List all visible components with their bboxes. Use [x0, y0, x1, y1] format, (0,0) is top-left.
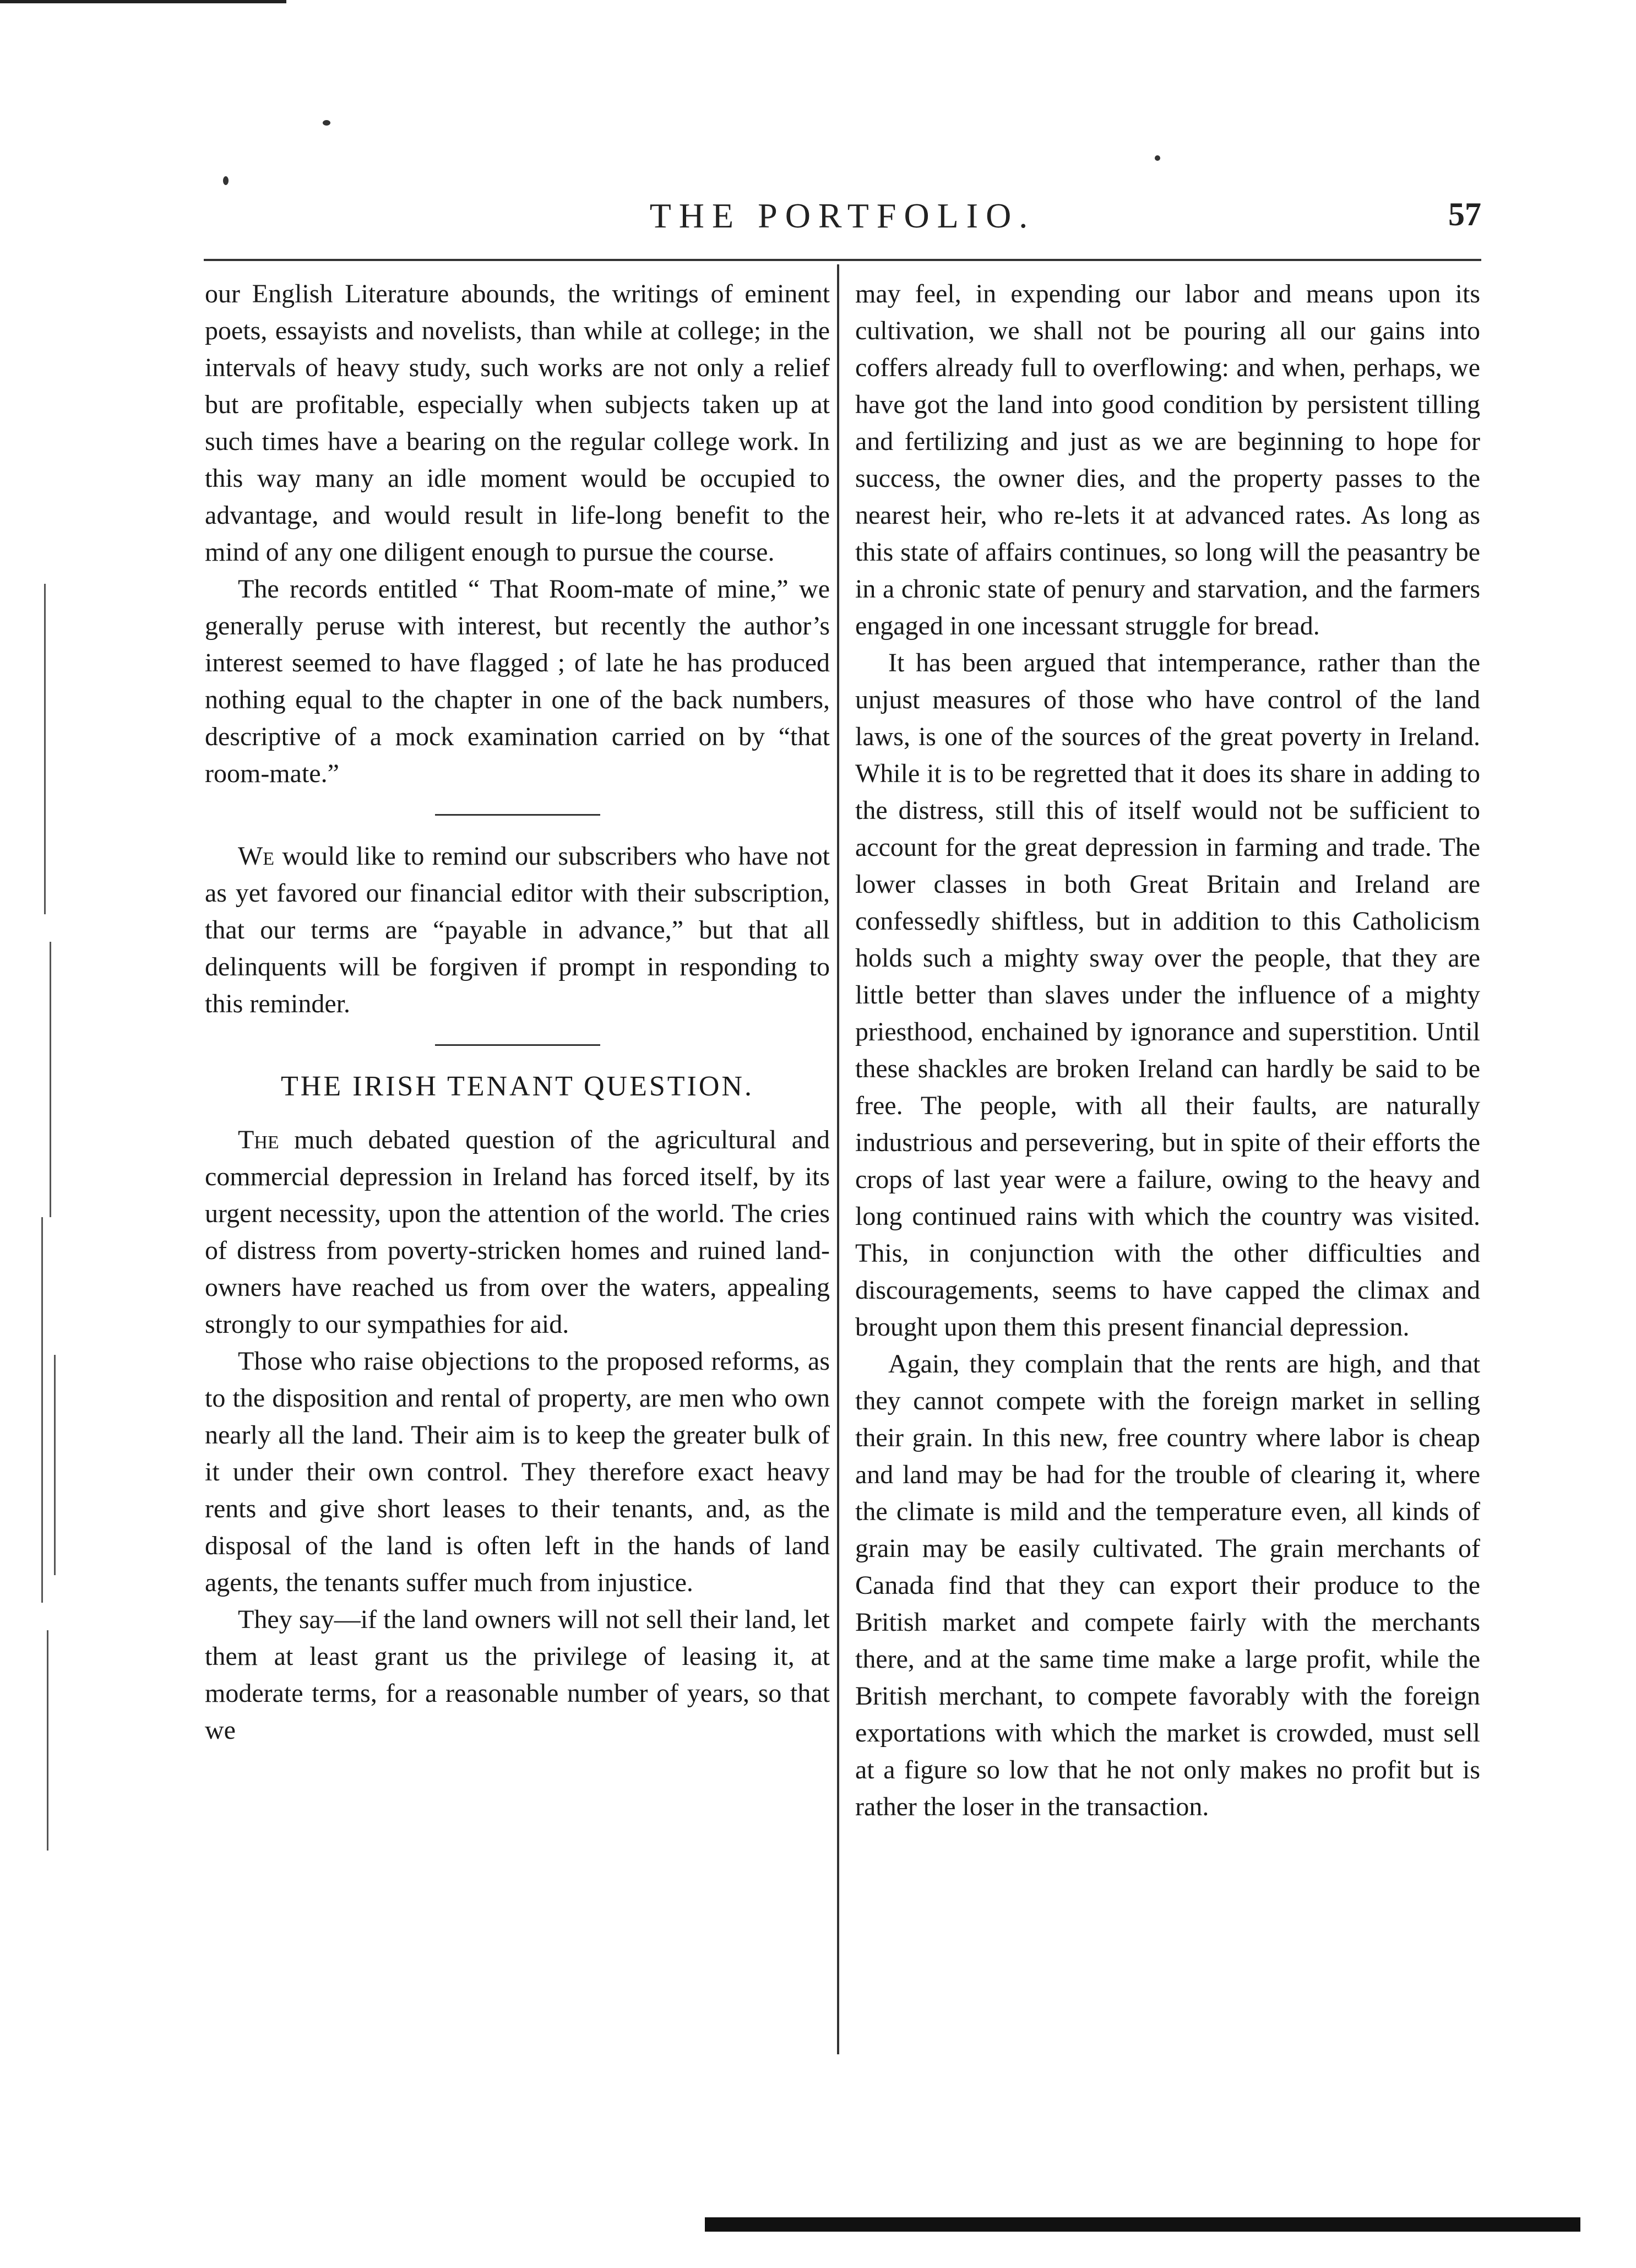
- page-number: 57: [1448, 196, 1481, 232]
- section-divider: [435, 814, 600, 816]
- irish-paragraph-3: They say—if the land owners will not sell their land, let them at least grant us the privilege of leasing it, at moderate terms, for a reasonable number of years, so that we: [205, 1605, 830, 1745]
- right-column: [855, 275, 1480, 1825]
- scan-edge-bottom: [705, 2217, 1580, 2232]
- intemperance-paragraph: It has been argued that intemperance, rather than the unjust measures of those who have control of the land laws, is one of the sources of the great poverty in Ireland. While it is to be regretted that it does its share in adding to the distress, still this of itself would not be sufficient to account for the great depression in farming and trade. The lower classes in both Great Britain and Ireland are confessedly shiftless, but in addition to this Catholicism holds such a mighty sway over the people, that they are little better than slaves under the influence of a mighty priesthood, enchained by ignorance and superstition. Until these shackles are broken Ireland can hardly be said to be free. The people, with all their faults, are naturally industrious and persevering, but in spite of their efforts the crops of last year were a failure, owing to the heavy and long continued rains with which the country was visited. This, in conjunction with the other difficulties and discouragements, seems to have capped the climax and brought upon them this present financial depression.: [855, 648, 1480, 1342]
- rents-paragraph: Again, they complain that the rents are high, and that they cannot compete with the foreign market in selling their grain. In this new, free country where labor is cheap and land may be had for the trouble of clearing it, where the climate is mild and the temperature even, all kinds of grain may be easily cultivated. The grain merchants of Canada find that they can export their produce to the British market and compete fairly with the merchants there, and at the same time make a large profit, while the British merchant, to compete favorably with the foreign exportations with which the market is crowded, must sell at a figure so low that he not only makes no profit but is rather the loser in the transaction.: [855, 1349, 1480, 1821]
- irish-paragraph-1-text: much debated question of the agricultural and commercial depression in Ireland has forced itself, by its urgent necessity, upon the attention of the world. The cries of distress from poverty-stricken homes and ruined land-owners have reached us from over the waters, appealing strongly to our sympathies for aid.: [205, 1125, 830, 1339]
- scan-speck: [223, 176, 229, 185]
- irish-first-word: The: [238, 1125, 279, 1154]
- column-divider: [837, 264, 839, 2054]
- roommate-paragraph: The records entitled “ That Room-mate of mine,” we generally peruse with interest, but recently the author’s interest seemed to have flagged ; of late he has produced nothing equal to the chapter in one of the back numbers, descriptive of a mock examination carried on by “that room-mate.”: [205, 574, 830, 788]
- irish-paragraph-1: [205, 1121, 830, 1343]
- left-column: [205, 275, 830, 1749]
- running-title: THE PORTFOLIO.: [649, 196, 1036, 235]
- article-heading: THE IRISH TENANT QUESTION.: [281, 1071, 754, 1102]
- continued-paragraph: may feel, in expending our labor and means upon its cultivation, we shall not be pouring all our gains into coffers already full to overflowing: and when, perhaps, we have got the land into good condition by persistent tilling and fertilizing and just as we are beginning to hope for success, the owner dies, and the property passes to the nearest heir, who re-lets it at advanced rates. As long as this state of affairs continues, so long will the peasantry be in a chronic state of penury and starvation, and the farmers engaged in one incessant struggle for bread.: [855, 279, 1480, 641]
- continued-paragraph: our English Literature abounds, the writings of eminent poets, essayists and novelists, than while at college; in the intervals of heavy study, such works are not only a relief but are profitable, especially when subjects taken up at such times have a bearing on the regular college work. In this way many an idle moment would be occupied to advantage, and would result in life-long benefit to the mind of any one diligent enough to pursue the course.: [205, 279, 830, 567]
- scan-speck: [1155, 155, 1160, 161]
- binding-shadow: [28, 584, 77, 1862]
- scan-speck: [323, 120, 330, 126]
- scan-edge-top: [0, 0, 286, 3]
- page-header: [204, 185, 1481, 251]
- reminder-first-word: We: [238, 842, 275, 871]
- irish-paragraph-2: Those who raise objections to the proposed reforms, as to the disposition and rental of property, are men who own nearly all the land. Their aim is to keep the greater bulk of it under their own control. They therefore exact heavy rents and give short leases to their tenants, and, as the disposal of the land is often left in the hands of land agents, the tenants suffer much from injustice.: [205, 1347, 830, 1597]
- subscriber-reminder-paragraph: [205, 838, 830, 1022]
- reminder-text: would like to remind our subscribers who have not as yet favored our financial editor with their subscription, that our terms are “payable in advance,” but that all delinquents will be forgiven if prompt in responding to this reminder.: [205, 842, 830, 1018]
- header-rule: [204, 259, 1481, 261]
- section-divider: [435, 1044, 600, 1046]
